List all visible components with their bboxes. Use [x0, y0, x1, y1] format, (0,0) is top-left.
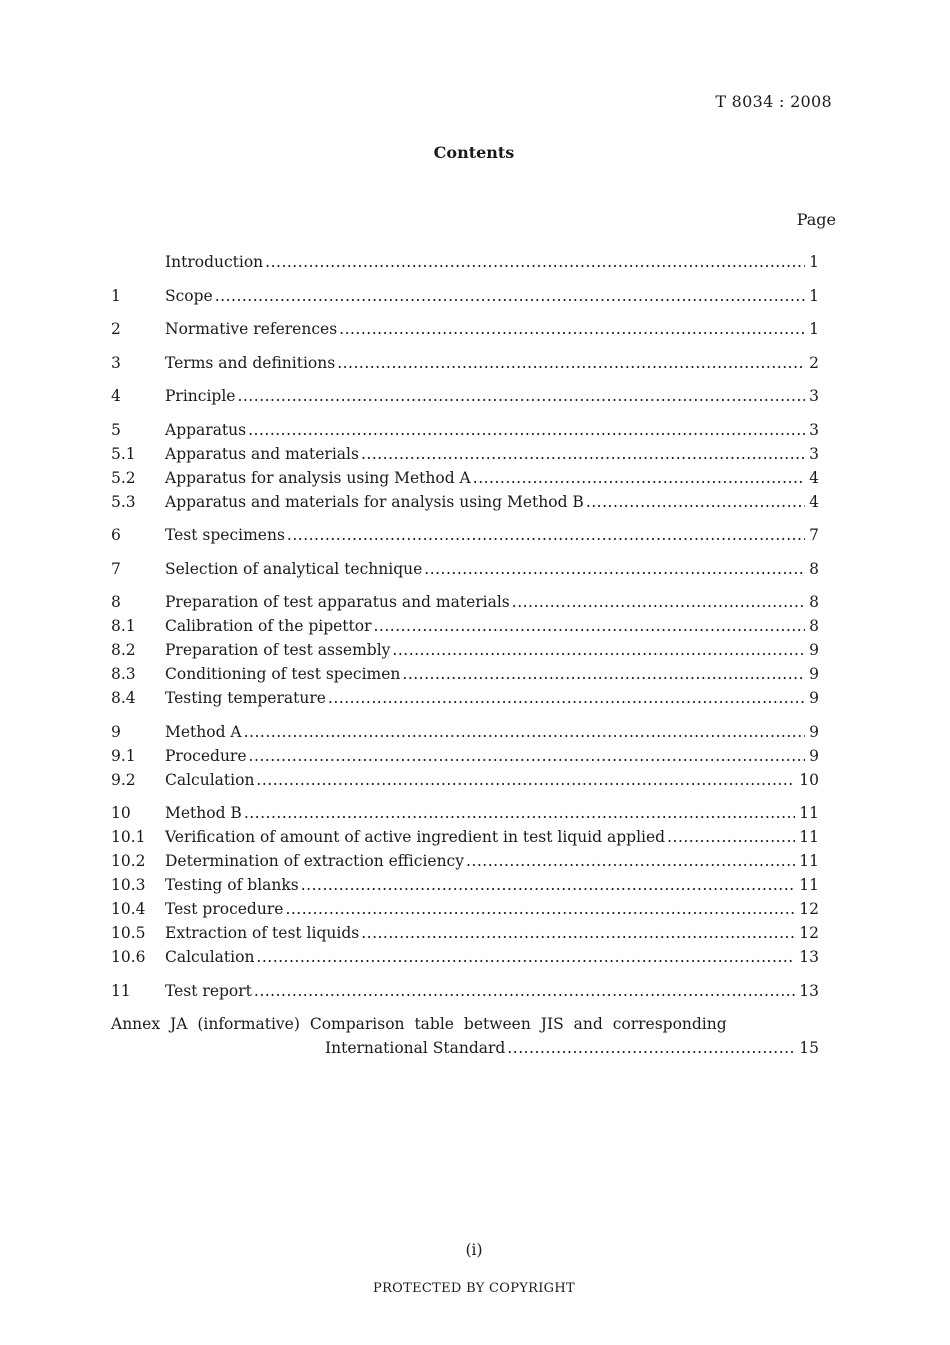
toc-entry-page-number: 11 — [799, 828, 819, 846]
dot-leader — [249, 744, 806, 768]
toc-entry[interactable] — [111, 351, 819, 375]
toc-entry-number: 9.2 — [111, 770, 136, 789]
toc-entry-page-number: 13 — [799, 981, 819, 1000]
toc-entry-number: 8.3 — [111, 665, 136, 683]
toc-entry-label: Normative references — [165, 320, 338, 338]
toc-entry-page-number: 1 — [809, 253, 819, 271]
toc-entry-number: 1 — [111, 286, 121, 305]
toc-entry-number: 10.2 — [111, 852, 146, 870]
document-number: T 8034 : 2008 — [715, 92, 832, 111]
toc-entry-number: 10.6 — [111, 948, 146, 966]
toc-entry[interactable] — [111, 686, 819, 710]
dot-leader — [507, 1036, 795, 1060]
toc-entry-page-number: 3 — [809, 387, 819, 405]
toc-entry-page-number: 8 — [809, 593, 819, 611]
toc-entry[interactable] — [111, 250, 819, 274]
toc-entry-number: 8.1 — [111, 617, 136, 635]
dot-leader — [512, 590, 805, 614]
toc-entry[interactable] — [111, 523, 819, 547]
toc-entry[interactable] — [111, 744, 819, 768]
toc-entry-label: Apparatus and materials — [165, 444, 359, 463]
dot-leader — [244, 801, 795, 825]
toc-entry-page-number: 4 — [809, 492, 819, 511]
toc-entry-number: 5.1 — [111, 444, 136, 463]
toc-entry-number: 4 — [111, 387, 121, 405]
dot-leader — [248, 418, 805, 442]
toc-entry-page-number: 9 — [809, 746, 819, 765]
annex-title-line1: Annex JA (informative) Comparison table between JIS and corresponding — [111, 1015, 727, 1033]
toc-entry-page-number: 12 — [799, 924, 819, 942]
toc-entry[interactable] — [111, 921, 819, 945]
toc-entry-label: Calibration of the pipettor — [165, 617, 372, 635]
toc-entry-label: Calculation — [165, 948, 255, 966]
toc-entry-page-number: 11 — [799, 876, 819, 894]
toc-entry[interactable] — [111, 638, 819, 662]
toc-entry-label: Introduction — [165, 253, 264, 271]
toc-entry-number: 5.3 — [111, 492, 136, 511]
toc-entry-number: 8 — [111, 593, 121, 611]
copyright-notice: PROTECTED BY COPYRIGHT — [373, 1281, 575, 1296]
dot-leader — [328, 686, 805, 710]
toc-entry-number: 6 — [111, 526, 121, 544]
toc-entry-number: 11 — [111, 981, 131, 1000]
toc-entry-label: Conditioning of test specimen — [165, 665, 401, 683]
toc-entry[interactable] — [111, 873, 819, 897]
dot-leader — [301, 873, 796, 897]
toc-entry-number: 5.2 — [111, 468, 136, 487]
toc-entry-page-number: 11 — [799, 852, 819, 870]
toc-entry[interactable] — [111, 418, 819, 442]
toc-entry[interactable] — [111, 614, 819, 638]
toc-entry[interactable] — [111, 849, 819, 873]
toc-entry-page-number: 4 — [809, 468, 819, 487]
dot-leader — [473, 466, 805, 490]
toc-entry[interactable] — [111, 490, 819, 514]
toc-entry-number: 8.4 — [111, 689, 136, 707]
toc-entry-label: Method A — [165, 722, 242, 741]
page-title: Contents — [433, 143, 515, 162]
toc-entry-label: Calculation — [165, 770, 255, 789]
toc-entry-number: 9.1 — [111, 746, 136, 765]
toc-entry-label: Principle — [165, 387, 236, 405]
toc-entry[interactable] — [111, 897, 819, 921]
toc-entry[interactable] — [111, 590, 819, 614]
toc-entry-annex[interactable] — [111, 1012, 819, 1060]
dot-leader — [265, 250, 805, 274]
toc-entry[interactable] — [111, 720, 819, 744]
dot-leader — [287, 523, 805, 547]
toc-entry-label: Preparation of test apparatus and materials — [165, 593, 510, 611]
annex-title-line2: International Standard — [325, 1039, 506, 1057]
toc-entry[interactable] — [111, 801, 819, 825]
toc-entry[interactable] — [111, 384, 819, 408]
toc-entry-label: Scope — [165, 286, 213, 305]
toc-entry-label: Testing temperature — [165, 689, 326, 707]
toc-entry-number: 9 — [111, 722, 121, 741]
toc-entry-label: Terms and definitions — [165, 353, 336, 372]
dot-leader — [256, 768, 795, 792]
toc-entry-number: 3 — [111, 353, 121, 372]
toc-entry[interactable] — [111, 945, 819, 969]
toc-entry-number: 10 — [111, 804, 131, 822]
toc-entry-label: Method B — [165, 804, 242, 822]
toc-entry-number: 5 — [111, 420, 121, 439]
dot-leader — [424, 557, 805, 581]
toc-entry[interactable] — [111, 442, 819, 466]
dot-leader — [361, 921, 795, 945]
toc-entry-page-number: 8 — [809, 617, 819, 635]
toc-entry-page-number: 8 — [809, 559, 819, 578]
toc-entry-label: Extraction of test liquids — [165, 924, 360, 942]
toc-entry-page-number: 3 — [809, 420, 819, 439]
footer-page-number: (i) — [465, 1241, 483, 1259]
dot-leader — [374, 614, 806, 638]
toc-entry-page-number: 9 — [809, 689, 819, 707]
toc-entry-number: 8.2 — [111, 641, 136, 659]
table-of-contents — [111, 250, 819, 1060]
toc-entry-number: 10.1 — [111, 828, 146, 846]
toc-entry-number: 10.4 — [111, 900, 146, 918]
toc-entry-page-number: 11 — [799, 804, 819, 822]
toc-entry-label: Determination of extraction efficiency — [165, 852, 464, 870]
toc-entry-label: Apparatus for analysis using Method A — [165, 468, 471, 487]
toc-entry-label: Preparation of test assembly — [165, 641, 391, 659]
dot-leader — [466, 849, 795, 873]
toc-entry-number: 10.3 — [111, 876, 146, 894]
page-column-label: Page — [796, 210, 836, 229]
dot-leader — [361, 442, 805, 466]
toc-entry-page-number: 13 — [799, 948, 819, 966]
dot-leader — [667, 825, 795, 849]
toc-entry[interactable] — [111, 979, 819, 1003]
annex-page-number: 15 — [799, 1039, 819, 1057]
dot-leader — [285, 897, 795, 921]
toc-entry-number: 2 — [111, 320, 121, 338]
toc-entry[interactable] — [111, 825, 819, 849]
toc-entry-label: Test procedure — [165, 900, 284, 918]
toc-entry-label: Test report — [165, 981, 252, 1000]
toc-entry-page-number: 12 — [799, 900, 819, 918]
dot-leader — [392, 638, 805, 662]
toc-entry-page-number: 3 — [809, 444, 819, 463]
toc-entry-page-number: 9 — [809, 722, 819, 741]
toc-entry[interactable] — [111, 284, 819, 308]
toc-entry-label: Verification of amount of active ingredient in test liquid applied — [165, 828, 666, 846]
toc-entry[interactable] — [111, 768, 819, 792]
toc-entry[interactable] — [111, 466, 819, 490]
toc-entry-label: Procedure — [165, 746, 247, 765]
toc-entry-label: Apparatus and materials for analysis using Method B — [165, 492, 584, 511]
toc-entry-number: 10.5 — [111, 924, 146, 942]
toc-entry[interactable] — [111, 662, 819, 686]
dot-leader — [586, 490, 805, 514]
dot-leader — [215, 284, 805, 308]
toc-entry-page-number: 10 — [799, 770, 819, 789]
toc-entry-page-number: 9 — [809, 641, 819, 659]
toc-entry-page-number: 7 — [809, 526, 819, 544]
toc-entry-page-number: 2 — [809, 353, 819, 372]
dot-leader — [254, 979, 795, 1003]
toc-entry-label: Apparatus — [165, 420, 247, 439]
dot-leader — [256, 945, 795, 969]
toc-entry[interactable] — [111, 557, 819, 581]
toc-entry-page-number: 9 — [809, 665, 819, 683]
dot-leader — [339, 317, 805, 341]
toc-entry-number: 7 — [111, 559, 121, 578]
dot-leader — [402, 662, 805, 686]
toc-entry-label: Testing of blanks — [165, 876, 299, 894]
toc-entry-page-number: 1 — [809, 320, 819, 338]
dot-leader — [237, 384, 805, 408]
toc-entry-label: Selection of analytical technique — [165, 559, 423, 578]
dot-leader — [337, 351, 805, 375]
dot-leader — [244, 720, 805, 744]
toc-entry-page-number: 1 — [809, 286, 819, 305]
toc-entry-label: Test specimens — [165, 526, 285, 544]
toc-entry[interactable] — [111, 317, 819, 341]
